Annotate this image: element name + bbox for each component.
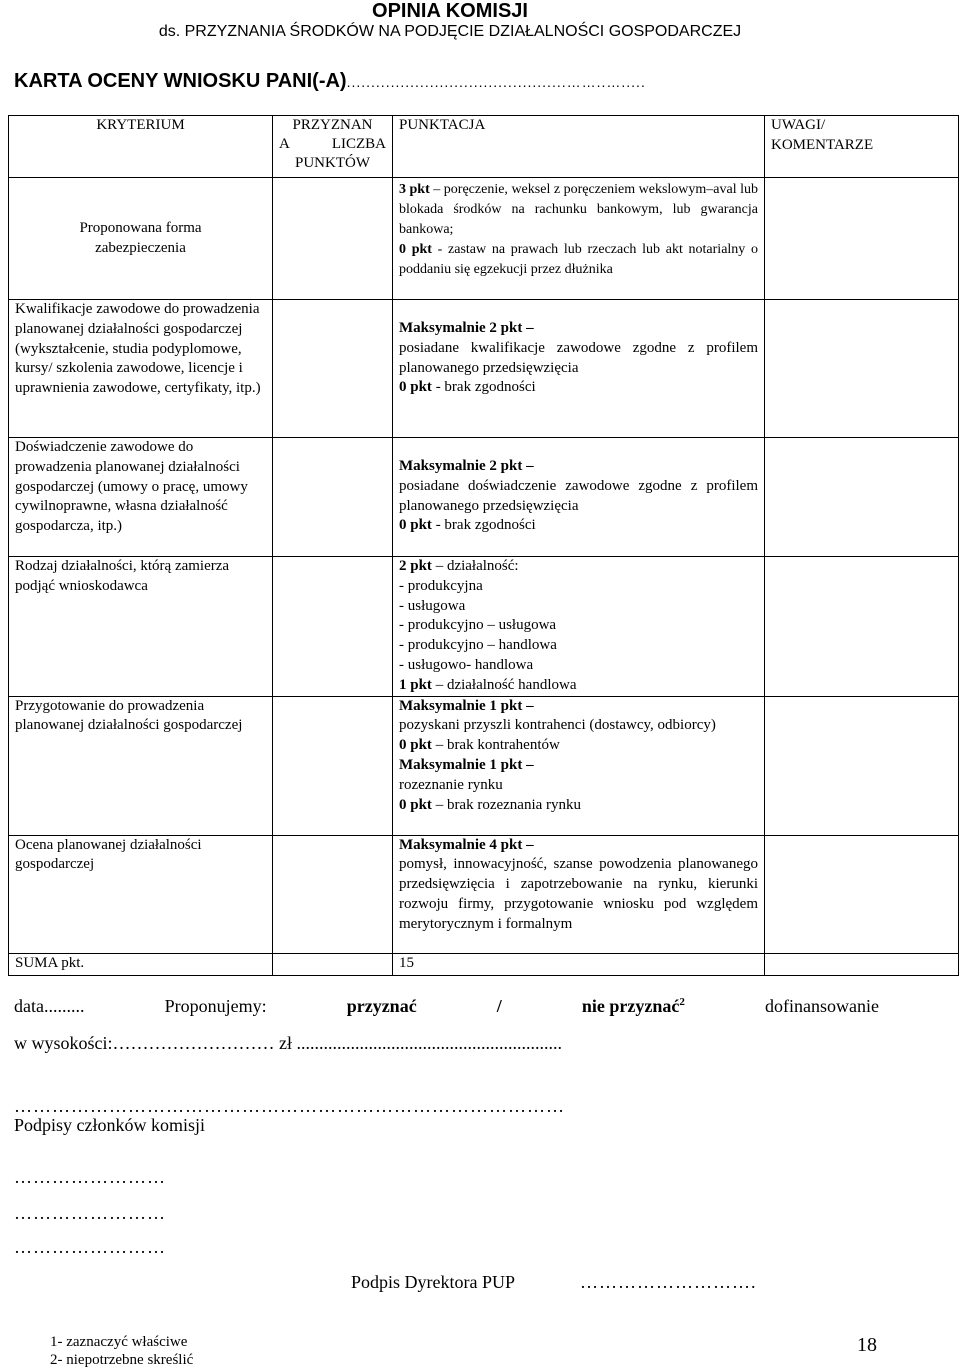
awarded-cell — [273, 178, 393, 300]
amount-field[interactable]: w wysokości:……………………… zł ........................................................... — [14, 1033, 562, 1053]
list-item: - usługowa — [399, 597, 466, 614]
cofinancing-label: dofinansowanie — [765, 996, 879, 1016]
header-awarded-line3: PUNKTÓW — [295, 155, 370, 171]
signature-line: …………………… — [14, 1203, 166, 1223]
decision-line — [14, 996, 879, 1017]
criterion-cell: Ocena planowanej działalności gospodarczej — [9, 835, 273, 953]
sum-awarded-cell — [273, 953, 393, 975]
awarded-cell — [273, 438, 393, 557]
sum-row — [9, 953, 959, 975]
table-row — [9, 696, 959, 835]
list-item: - usługowo- handlowa — [399, 656, 534, 673]
header-criterion: KRYTERIUM — [9, 116, 273, 178]
sum-value: 15 — [393, 953, 765, 975]
remarks-cell — [765, 557, 959, 697]
table-row — [9, 835, 959, 953]
sum-remarks-cell — [765, 953, 959, 975]
awarded-cell — [273, 835, 393, 953]
remarks-cell — [765, 696, 959, 835]
remarks-cell — [765, 178, 959, 300]
scoring-cell: 2 pkt – działalność: - produkcyjna - usługowa - produkcyjno – usługowa - produkcyjno – handlowa - usługowo- handlowa 1 pkt – działalność handlowa — [393, 557, 765, 697]
date-field[interactable]: data......... — [14, 996, 85, 1016]
sum-label: SUMA pkt. — [9, 953, 273, 975]
card-title — [14, 70, 646, 93]
scoring-cell: Maksymalnie 2 pkt – posiadane doświadczenie zawodowe zgodne z profilem planowanego przedsięwzięcia 0 pkt - brak zgodności — [393, 438, 765, 557]
table-row — [9, 178, 959, 300]
remarks-cell — [765, 835, 959, 953]
members-signature-label: Podpisy członków komisji — [14, 1115, 206, 1135]
header-awarded — [273, 116, 393, 178]
criterion-cell: Kwalifikacje zawodowe do prowadzenia planowanej działalności gospodarczej (wykształcenie, studia podyplomowe, kursy/ szkolenia zawodowe, licencje i uprawnienia zawodowe, certyfikaty, itp.) — [9, 300, 273, 438]
header-remarks — [765, 116, 959, 178]
criterion-cell: Proponowana forma zabezpieczenia — [9, 178, 273, 300]
members-signature-line: …………………………………………………………………………… — [14, 1096, 565, 1116]
scoring-cell: Maksymalnie 1 pkt – pozyskani przyszli kontrahenci (dostawcy, odbiorcy) 0 pkt – brak kontrahentów Maksymalnie 1 pkt – rozeznanie rynku 0 pkt – brak rozeznania rynku — [393, 696, 765, 835]
list-item: - produkcyjno – handlowa — [399, 637, 557, 654]
list-item: - produkcyjna — [399, 577, 483, 594]
footnote-1: 1- zaznaczyć właściwe — [50, 1334, 188, 1350]
awarded-cell — [273, 300, 393, 438]
header-awarded-line1: PRZYZNAN — [292, 117, 373, 133]
criterion-cell: Rodzaj działalności, którą zamierza podjąć wnioskodawca — [9, 557, 273, 697]
signature-line: …………………… — [14, 1237, 166, 1257]
slash: / — [496, 996, 502, 1016]
header-scoring: PUNKTACJA — [393, 116, 765, 178]
grant-option[interactable]: przyznać — [346, 996, 417, 1016]
awarded-cell — [273, 557, 393, 697]
header-remarks-line1: UWAGI/ — [771, 117, 826, 133]
table-row — [9, 557, 959, 697]
table-row — [9, 300, 959, 438]
page-title: OPINIA KOMISJI — [372, 0, 528, 22]
scoring-cell: 3 pkt – poręczenie, weksel z poręczeniem wekslowym–aval lub blokada środków na rachunku bankowym, lub gwarancja bankowa; 0 pkt - zastaw na prawach lub rzeczach lub akt notarialny o poddaniu się egzekucji przez dłużnika — [393, 178, 765, 300]
table-row — [9, 438, 959, 557]
awarded-cell — [273, 696, 393, 835]
not-grant-option[interactable]: nie przyznać$^2$ — [581, 996, 685, 1016]
header-remarks-line2: KOMENTARZE — [771, 136, 874, 153]
criterion-cell: Przygotowanie do prowadzenia planowanej działalności gospodarczej — [9, 696, 273, 835]
header-awarded-line2: A LICZBA — [279, 136, 386, 152]
scoring-cell: Maksymalnie 4 pkt – pomysł, innowacyjność, szanse powodzenia planowanego przedsięwzięcia i zapotrzebowanie na rynku, kierunki rozwoju firmy, przygotowanie wniosku pod względem merytorycznym i formalnym — [393, 835, 765, 953]
page-number: 18 — [857, 1334, 877, 1356]
evaluation-table — [8, 115, 959, 976]
footnote-2: 2- niepotrzebne skreślić — [50, 1352, 194, 1368]
director-signature-line: ………………………. — [580, 1272, 757, 1292]
criterion-cell: Doświadczenie zawodowe do prowadzenia planowanej działalności gospodarczej (umowy o pracę, umowy cywilnoprawne, własna działalność gospodarcza, itp.) — [9, 438, 273, 557]
remarks-cell — [765, 438, 959, 557]
list-item: - produkcyjno – usługowa — [399, 617, 557, 634]
remarks-cell — [765, 300, 959, 438]
scoring-cell: Maksymalnie 2 pkt – posiadane kwalifikacje zawodowe zgodne z profilem planowanego przedsięwzięcia 0 pkt - brak zgodności — [393, 300, 765, 438]
page-subtitle: ds. PRZYZNANIA ŚRODKÓW NA PODJĘCIE DZIAŁALNOŚCI GOSPODARCZEJ — [158, 23, 742, 40]
signature-line: …………………… — [14, 1167, 166, 1187]
card-title-text: KARTA OCENY WNIOSKU PANI(-A) — [14, 70, 347, 92]
propose-label: Proponujemy: — [164, 996, 267, 1016]
director-signature-label: Podpis Dyrektora PUP — [351, 1272, 516, 1292]
card-title-dots: .............................................……..…..... — [346, 74, 646, 90]
table-header-row — [9, 116, 959, 178]
